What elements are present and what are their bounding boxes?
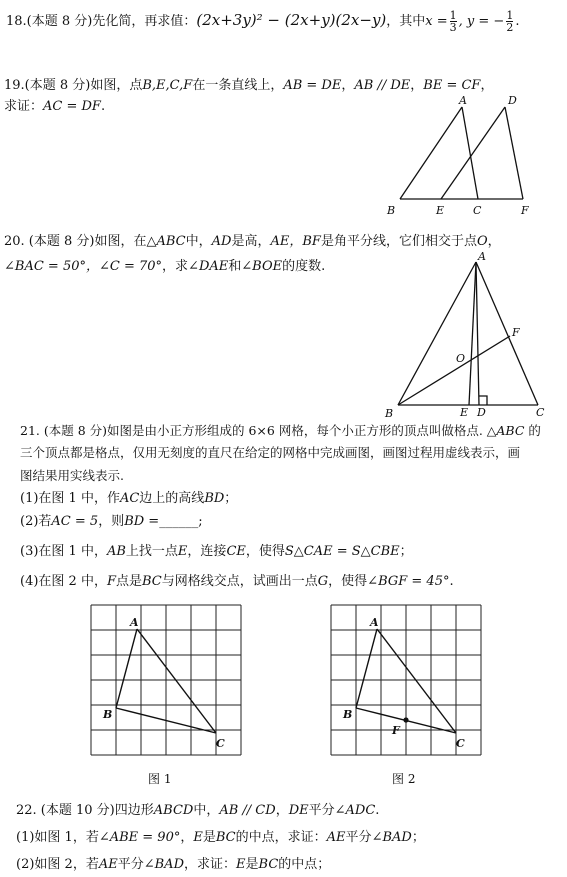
- q20-line-ab: [398, 262, 476, 405]
- q18-x-numerator: 1: [449, 9, 457, 22]
- q21-s3h: S△CAE = S△CBE: [284, 544, 400, 559]
- q21-line1: [20, 422, 541, 440]
- q22-l1e: ，: [275, 803, 289, 818]
- q21-s3g: ，使得: [245, 544, 285, 559]
- q22-l1b: ABCD: [153, 803, 194, 818]
- q21-intro: 21. (本题 8 分)如图是由小正方形组成的 6×6 网格，每个小正方形的顶点叫做格点.: [20, 423, 487, 438]
- q21-s4f: G: [317, 574, 329, 589]
- q21-s4d: BC: [142, 574, 162, 589]
- q22-s1h: AE: [326, 830, 346, 845]
- q21-s1a: (1)在图 1 中，作: [20, 491, 120, 506]
- q20-ae-bf: AE，BF: [270, 234, 321, 249]
- q21-s4h: ∠BGF = 45°: [367, 574, 450, 589]
- q22-s2e: ，求证：: [184, 857, 237, 872]
- q19-label-e: E: [436, 204, 445, 217]
- q18-x-denominator: 3: [449, 21, 457, 34]
- q20-label-d: D: [477, 406, 486, 419]
- q19-points: B,E,C,F: [142, 78, 193, 93]
- q21-grid2-lines: [331, 605, 481, 755]
- q21-s3f: CE: [226, 544, 246, 559]
- q19-end: ，: [480, 78, 494, 93]
- q20-line-ae: [469, 262, 476, 405]
- q20-angles: ∠BAC = 50°，∠C = 70°: [4, 259, 163, 274]
- q19-line-ab: [400, 107, 462, 199]
- q18-end: .: [515, 14, 520, 29]
- q19-label-d: D: [508, 94, 517, 107]
- q21-fig2-label-c: C: [456, 737, 465, 750]
- q20-end2: 的度数.: [282, 259, 326, 274]
- q22-s2h: BC: [258, 857, 279, 872]
- q21-s2f: ;: [198, 514, 203, 529]
- q20-label-f: F: [512, 326, 520, 339]
- q18-expression: (2x+3y)² − (2x+y)(2x−y): [196, 11, 387, 29]
- q18-y-numerator: 1: [506, 9, 514, 22]
- q21-fig1-label-b: B: [103, 708, 113, 721]
- q18-prefix: 18.(本题 8 分)先化简，再求值：: [6, 14, 197, 29]
- q20-right-angle: [479, 396, 487, 405]
- q20-label-e: E: [460, 406, 469, 419]
- q21-s4g: ，使得: [328, 574, 368, 589]
- q21-s4c: 点是: [115, 574, 142, 589]
- q21-intro-end: 的: [524, 423, 541, 438]
- q20-label-b: B: [385, 407, 394, 420]
- q22-s1g: 的中点，求证：: [235, 830, 327, 845]
- q21-s3i: ；: [399, 544, 413, 559]
- q22-l1c: 中，: [193, 803, 220, 818]
- q21-fig1-side-ab: [116, 629, 137, 708]
- q21-grid-figure-2: [330, 604, 490, 764]
- q19-label-f: F: [521, 204, 529, 217]
- q20-mid2: 是高，: [231, 234, 271, 249]
- q21-s2b: AC = 5: [51, 514, 99, 529]
- q20-label-o: O: [456, 352, 466, 365]
- q21-s3a: (3)在图 1 中，: [20, 544, 107, 559]
- q19-prove-prefix: 求证：: [4, 99, 44, 114]
- q21-intro3: 图结果用实线表示.: [20, 468, 124, 483]
- q21-intro2: 三个顶点都是格点，仅用无刻度的直尺在给定的网格中完成画图，画图过程用虚线表示，画: [20, 445, 521, 460]
- q21-fig1-label-c: C: [216, 737, 225, 750]
- q18-where: ，其中: [386, 14, 426, 29]
- q19-cond1: AB = DE: [283, 78, 342, 93]
- q21-s4b: F: [106, 574, 116, 589]
- q21-line3: [20, 467, 124, 485]
- q20-line-bf: [398, 336, 510, 405]
- q20-line1: [4, 233, 501, 251]
- q21-s2d: BD =: [124, 514, 160, 529]
- q19-figure: [380, 92, 540, 220]
- q21-s4a: (4)在图 2 中，: [20, 574, 107, 589]
- q21-s4i: .: [449, 574, 454, 589]
- q22-s2g: 是: [245, 857, 259, 872]
- q20-mid1: 中，: [185, 234, 212, 249]
- q19-line-de: [441, 107, 505, 199]
- q20-ad: AD: [211, 234, 232, 249]
- q19-prefix: 19.(本题 8 分)如图，点: [4, 78, 143, 93]
- q22-l1d: AB // CD: [219, 803, 276, 818]
- q21-s1b: AC: [119, 491, 140, 506]
- q18-x-fraction: [450, 10, 457, 33]
- q19-line2-end: .: [100, 99, 106, 114]
- q19-cond3: BE = CF: [423, 78, 481, 93]
- q18-line: [6, 10, 519, 33]
- q21-s3d: E: [177, 544, 188, 559]
- q20-label-a: A: [478, 250, 486, 263]
- q20-dae: ∠DAE: [188, 259, 229, 274]
- q22-l1g: 平分: [308, 803, 335, 818]
- q20-label-c: C: [536, 406, 545, 419]
- q19-prove: AC = DF: [43, 99, 101, 114]
- q22-s1c: ，: [180, 830, 194, 845]
- q21-s4e: 与网格线交点，试画出一点: [161, 574, 318, 589]
- q20-mid4: ，求: [162, 259, 189, 274]
- q22-s2f: E: [236, 857, 246, 872]
- q18-x-label: x =: [425, 14, 448, 29]
- q20-boe: ∠BOE: [241, 259, 283, 274]
- q22-s2a: (2)如图 2，若: [16, 857, 99, 872]
- q21-fig1-label-a: A: [130, 616, 139, 629]
- q21-s1c: 边上的高线: [139, 491, 205, 506]
- q22-s1b: ∠ABE = 90°: [98, 830, 181, 845]
- q22-l1h: ∠ADC: [334, 803, 376, 818]
- q21-sub4: [20, 573, 454, 591]
- q20-line2: [4, 258, 325, 276]
- q22-sub2: [16, 856, 330, 874]
- q20-figure: [380, 250, 550, 422]
- q22-s1d: E: [193, 830, 203, 845]
- q20-o: O: [476, 234, 488, 249]
- q21-s1e: ；: [224, 491, 238, 506]
- q22-s1j: ∠BAD: [371, 830, 412, 845]
- q21-fig2-label-f: F: [392, 724, 400, 737]
- q20-triangle: △ABC: [146, 234, 186, 249]
- q22-s1e: 是: [202, 830, 216, 845]
- q21-grid1-lines: [91, 605, 241, 755]
- q21-grid-figure-1: [90, 604, 250, 764]
- q22-sub1: [16, 829, 425, 847]
- q21-fig2-label-a: A: [370, 616, 379, 629]
- q21-sub1: [20, 490, 237, 508]
- q19-cond2: AB // DE: [354, 78, 411, 93]
- q21-fig2-side-ac: [377, 629, 456, 733]
- q18-y-fraction: [506, 10, 513, 33]
- q22-l1a: 22. (本题 10 分)四边形: [16, 803, 154, 818]
- q22-s2c: 平分: [117, 857, 144, 872]
- q19-label-b: B: [387, 204, 396, 217]
- q22-s1a: (1)如图 1，若: [16, 830, 99, 845]
- q21-s3e: ，连接: [187, 544, 227, 559]
- q21-fig2-caption: 图 2: [392, 772, 416, 786]
- q20-and: 和: [228, 259, 242, 274]
- q21-triangle: △ABC: [486, 423, 525, 438]
- q22-l1f: DE: [288, 803, 309, 818]
- q21-fig1-side-ac: [137, 629, 216, 733]
- q21-s2c: ，则: [98, 514, 125, 529]
- q21-sub2: [20, 513, 203, 531]
- q21-fig1-caption: 图 1: [148, 772, 172, 786]
- q21-sub3: [20, 543, 413, 561]
- q19-line2: [4, 98, 105, 116]
- q22-s2i: 的中点；: [278, 857, 331, 872]
- q21-s1d: BD: [204, 491, 225, 506]
- q19-mid: 在一条直线上，: [192, 78, 284, 93]
- q22-l1i: .: [375, 803, 380, 818]
- q22-s1k: ；: [411, 830, 425, 845]
- q22-s2d: ∠BAD: [143, 857, 184, 872]
- q21-fig2-side-ab: [356, 629, 377, 708]
- q21-s3c: 上找一点: [125, 544, 178, 559]
- q18-y-denominator: 2: [506, 21, 514, 34]
- q19-sep1: ，: [341, 78, 355, 93]
- q18-y-label: , y = −: [458, 14, 505, 29]
- q21-answer-blank: ______: [159, 514, 199, 529]
- q22-s1i: 平分: [345, 830, 372, 845]
- q20-mid3: 是角平分线，它们相交于点: [320, 234, 477, 249]
- q22-s2b: AE: [98, 857, 118, 872]
- q21-s2a: (2)若: [20, 514, 52, 529]
- q21-s3b: AB: [106, 544, 126, 559]
- q22-s1f: BC: [215, 830, 236, 845]
- q21-fig2-point-f: [403, 717, 408, 722]
- q21-line2: [20, 444, 520, 462]
- q19-line-ac: [462, 107, 478, 199]
- q19-label-c: C: [473, 204, 482, 217]
- q20-end1: ，: [487, 234, 501, 249]
- q19-line-df: [505, 107, 523, 199]
- q20-prefix: 20. (本题 8 分)如图，在: [4, 234, 147, 249]
- q20-line-ac: [476, 262, 538, 405]
- q21-fig2-label-b: B: [343, 708, 353, 721]
- q20-line-ad: [476, 262, 479, 405]
- q22-line1: [16, 802, 379, 820]
- q19-label-a: A: [459, 94, 467, 107]
- q19-sep2: ，: [410, 78, 424, 93]
